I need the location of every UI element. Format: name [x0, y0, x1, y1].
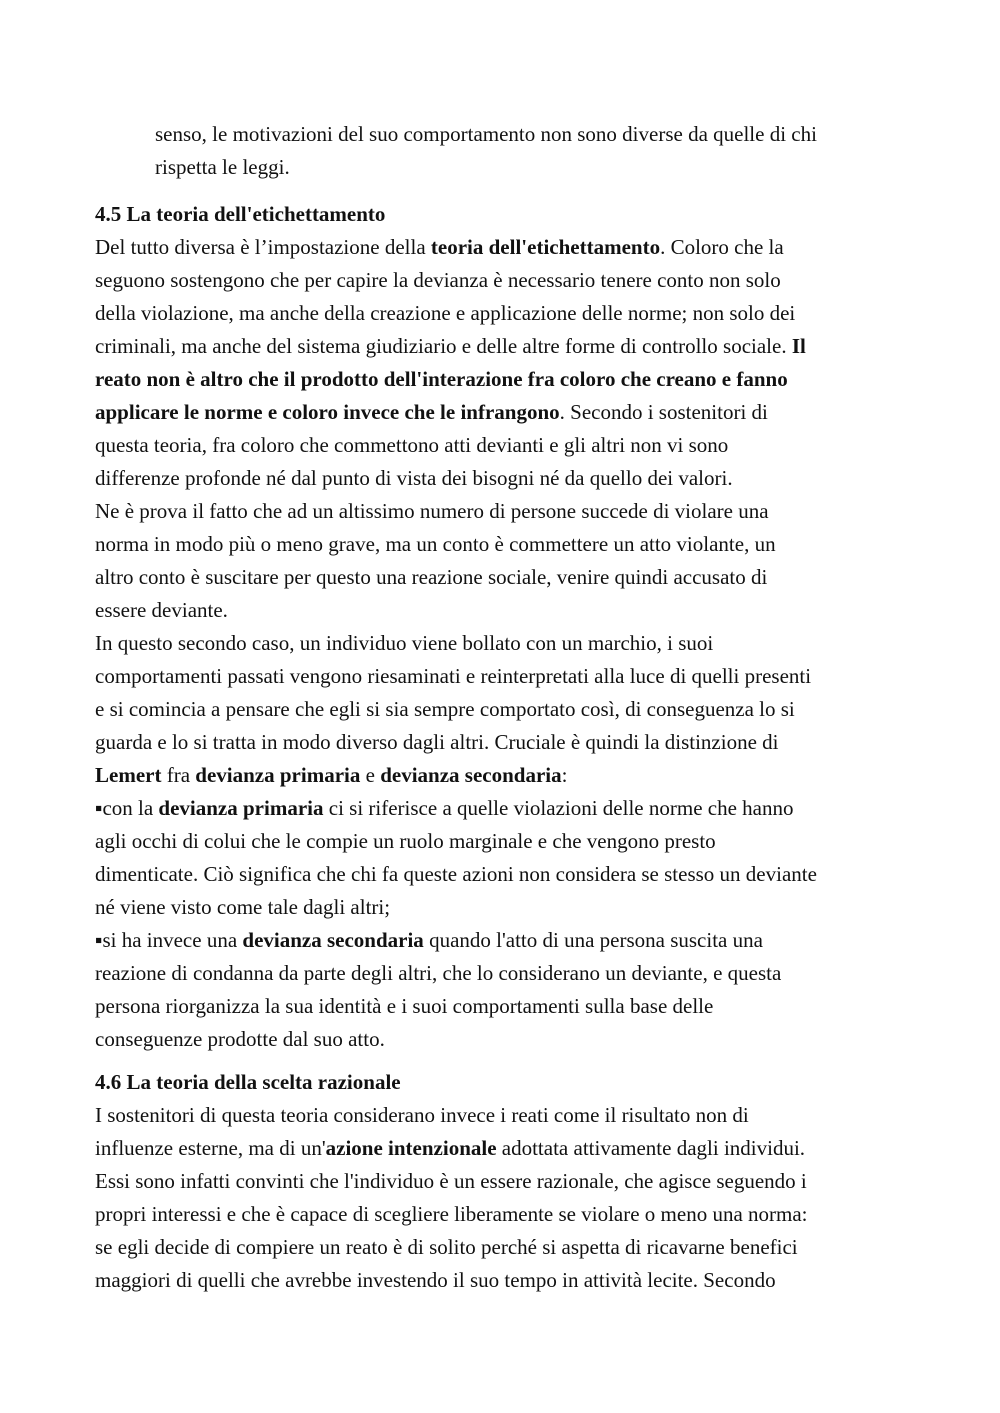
bold-term: devianza secondaria [242, 928, 424, 952]
section-heading-4-5: 4.5 La teoria dell'etichettamento [95, 202, 386, 226]
text-line: né viene visto come tale dagli altri; [95, 895, 391, 919]
text-line: influenze esterne, ma di un'azione intenzionale adottata attivamente dagli individui. [95, 1136, 806, 1160]
text-line: essere deviante. [95, 598, 228, 622]
text-line: seguono sostengono che per capire la devianza è necessario tenere conto non solo [95, 268, 781, 292]
text-line: persona riorganizza la sua identità e i suoi comportamenti sulla base delle [95, 994, 714, 1018]
intro-paragraph [155, 118, 910, 184]
text-line: Lemert fra devianza primaria e devianza secondaria: [95, 763, 568, 787]
bold-term: devianza primaria [195, 763, 361, 787]
text-line: Ne è prova il fatto che ad un altissimo numero di persone succede di violare una [95, 499, 769, 523]
text-line: comportamenti passati vengono riesaminati e reinterpretati alla luce di quelli presenti [95, 664, 812, 688]
text-line: criminali, ma anche del sistema giudiziario e delle altre forme di controllo sociale. Il [95, 334, 806, 358]
section-heading-4-6: 4.6 La teoria della scelta razionale [95, 1070, 401, 1094]
bullet-item: ▪con la devianza primaria ci si riferisce a quelle violazioni delle norme che hanno [95, 796, 794, 820]
text-line: rispetta le leggi. [155, 155, 290, 179]
text-line: agli occhi di colui che le compie un ruolo marginale e che vengono presto [95, 829, 716, 853]
text-line: Essi sono infatti convinti che l'individuo è un essere razionale, che agisce seguendo i [95, 1169, 807, 1193]
text-line: e si comincia a pensare che egli si sia sempre comportato così, di conseguenza lo si [95, 697, 795, 721]
text-line: se egli decide di compiere un reato è di solito perché si aspetta di ricavarne benefici [95, 1235, 798, 1259]
text-line: norma in modo più o meno grave, ma un conto è commettere un atto violante, un [95, 532, 776, 556]
text-line: propri interessi e che è capace di scegliere liberamente se violare o meno una norma: [95, 1202, 808, 1226]
text-line: altro conto è suscitare per questo una reazione sociale, venire quindi accusato di [95, 565, 768, 589]
bold-term: Lemert [95, 763, 162, 787]
bullet-item: ▪si ha invece una devianza secondaria quando l'atto di una persona suscita una [95, 928, 763, 952]
bold-text: Il [791, 334, 806, 358]
section-4-6-body [95, 1099, 910, 1297]
text-line: dimenticate. Ciò significa che chi fa queste azioni non considera se stesso un deviante [95, 862, 817, 886]
text-line: guarda e lo si tratta in modo diverso dagli altri. Cruciale è quindi la distinzione di [95, 730, 779, 754]
text-line: maggiori di quelli che avrebbe investendo il suo tempo in attività lecite. Secondo [95, 1268, 776, 1292]
text-line: differenze profonde né dal punto di vista dei bisogni né da quello dei valori. [95, 466, 733, 490]
text-line: Del tutto diversa è l’impostazione della teoria dell'etichettamento. Coloro che la [95, 235, 784, 259]
text-line: questa teoria, fra coloro che commettono atti devianti e gli altri non vi sono [95, 433, 729, 457]
bold-term: devianza secondaria [380, 763, 562, 787]
text-line: reazione di condanna da parte degli altri, che lo considerano un deviante, e questa [95, 961, 782, 985]
text-line: I sostenitori di questa teoria considerano invece i reati come il risultato non di [95, 1103, 749, 1127]
bold-term: teoria dell'etichettamento [430, 235, 661, 259]
bold-text: applicare le norme e coloro invece che le infrangono [95, 400, 560, 424]
text-line: conseguenze prodotte dal suo atto. [95, 1027, 385, 1051]
section-4-5-body [95, 231, 910, 1056]
text-line: senso, le motivazioni del suo comportamento non sono diverse da quelle di chi [155, 122, 817, 146]
bold-term: devianza primaria [158, 796, 324, 820]
bold-term: azione intenzionale [325, 1136, 497, 1160]
text-line: della violazione, ma anche della creazione e applicazione delle norme; non solo dei [95, 301, 796, 325]
bold-text: reato non è altro che il prodotto dell'interazione fra coloro che creano e fanno [95, 367, 788, 391]
text-line [95, 363, 910, 396]
text-line: applicare le norme e coloro invece che le infrangono. Secondo i sostenitori di [95, 400, 768, 424]
text-line: In questo secondo caso, un individuo viene bollato con un marchio, i suoi [95, 631, 714, 655]
